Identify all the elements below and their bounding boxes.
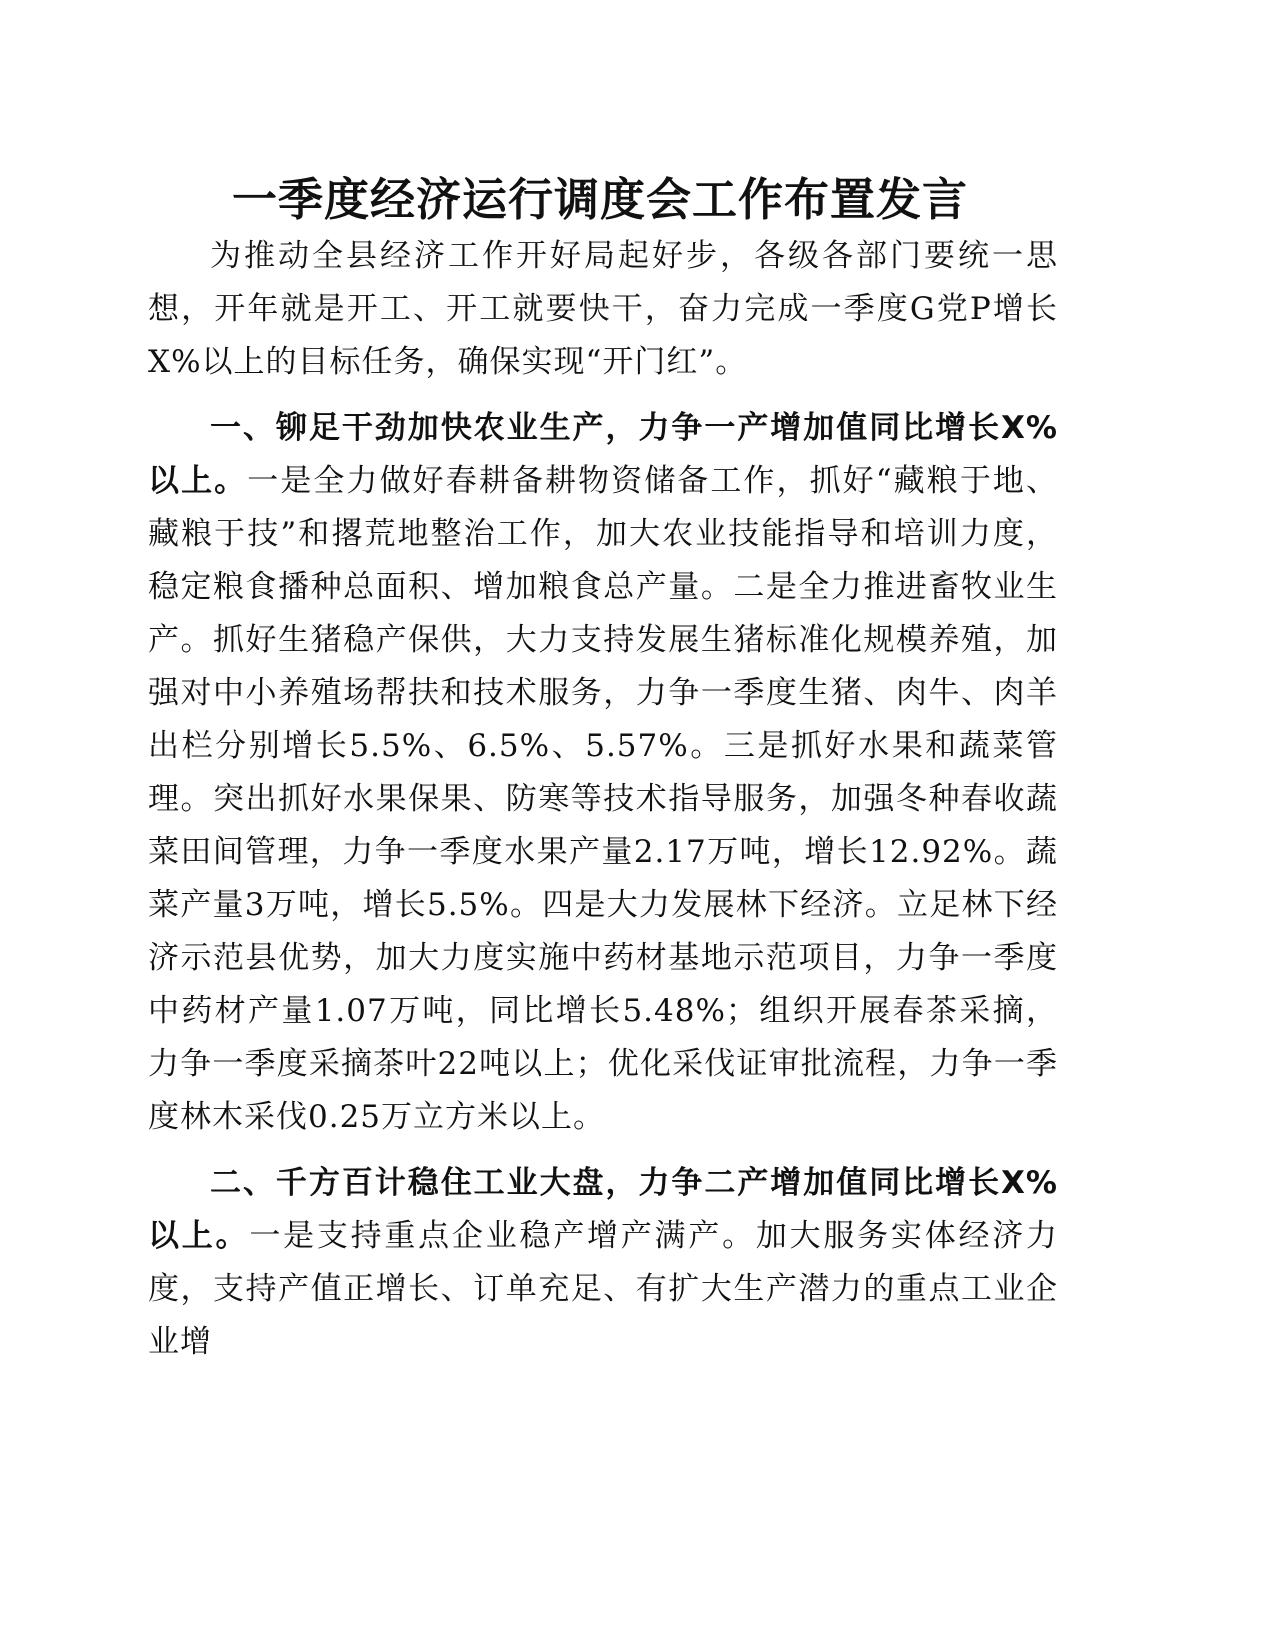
document-title: 一季度经济运行调度会工作布置发言 [231,173,968,226]
document-body [148,230,1058,1369]
section-2-paragraph [148,1157,1058,1369]
section-1-body: 一是全力做好春耕备耕物资储备工作，抓好“藏粮于地、藏粮于技”和撂荒地整治工作，加大农业技能指导和培训力度，稳定粮食播种总面积、增加粮食总产量。二是全力推进畜牧业生产。抓好生猪稳产保供，大力支持发展生猪标准化规模养殖，加强对中小养殖场帮扶和技术服务，力争一季度生猪、肉牛、肉羊出栏分别增长5.5%、6.5%、5.57%。三是抓好水果和蔬菜管理。突出抓好水果保果、防寒等技术指导服务，加强冬种春收蔬菜田间管理，力争一季度水果产量2.17万吨，增长12.92%。蔬菜产量3万吨，增长5.5%。四是大力发展林下经济。立足林下经济示范县优势，加大力度实施中药材基地示范项目，力争一季度中药材产量1.07万吨，同比增长5.48%；组织开展春茶采摘，力争一季度采摘茶叶22吨以上；优化采伐证审批流程，力争一季度林木采伐0.25万立方米以上。 [148,463,1058,1135]
intro-paragraph: 为推动全县经济工作开好局起好步，各级各部门要统一思想，开年就是开工、开工就要快干，奋力完成一季度G党P增长X%以上的目标任务，确保实现“开门红”。 [148,238,1058,380]
section-1-paragraph [148,402,1058,1144]
section-1-heading: 一、铆足干劲加快农业生产，力争一产增加值同比增长X%以上。 [148,410,1058,499]
section-2-heading: 二、千方百计稳住工业大盘，力争二产增加值同比增长X%以上。 [148,1165,1058,1254]
section-2-body: 一是支持重点企业稳产增产满产。加大服务实体经济力度，支持产值正增长、订单充足、有扩大生产潜力的重点工业企业增 [148,1218,1059,1360]
